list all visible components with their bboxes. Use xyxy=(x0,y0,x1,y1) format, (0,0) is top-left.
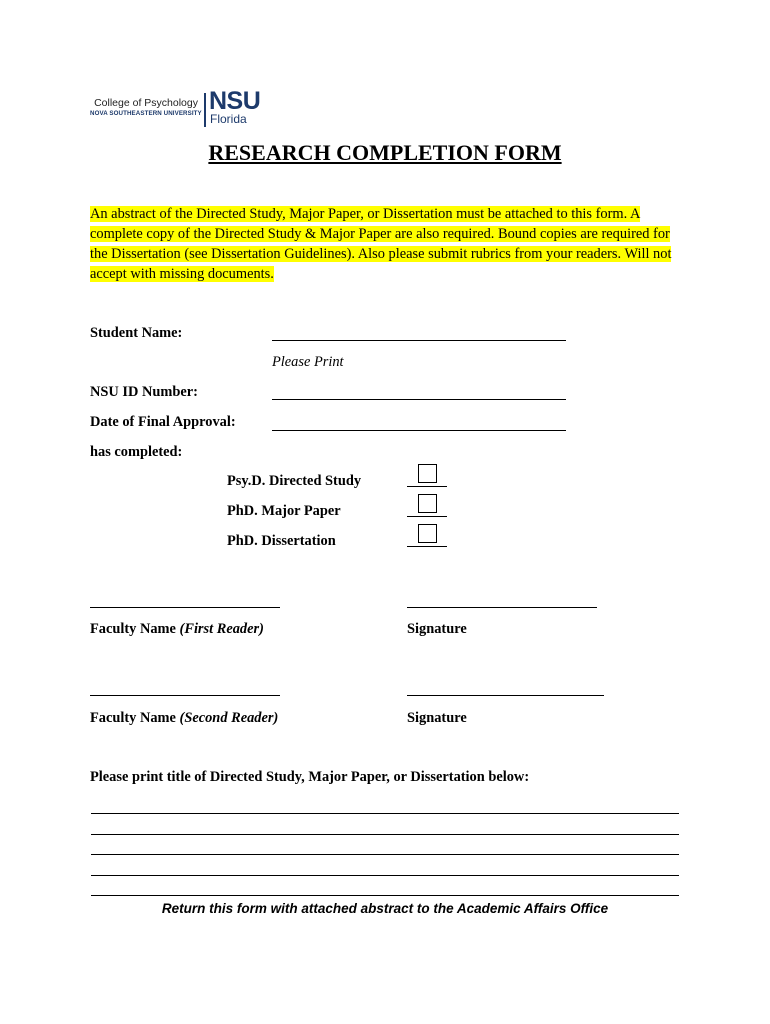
first-signature-label: Signature xyxy=(407,621,467,637)
major-paper-checkbox[interactable] xyxy=(418,494,437,513)
form-title: RESEARCH COMPLETION FORM xyxy=(208,140,562,165)
nsu-id-label: NSU ID Number: xyxy=(90,384,198,400)
title-prompt: Please print title of Directed Study, Major Paper, or Dissertation below: xyxy=(90,769,530,785)
return-instructions: Return this form with attached abstract to the Academic Affairs Office xyxy=(161,901,609,916)
nsu-logo-florida: Florida xyxy=(210,112,247,126)
title-line-3[interactable] xyxy=(91,854,679,855)
checkbox-underline xyxy=(407,486,447,487)
directed-study-checkbox[interactable] xyxy=(418,464,437,483)
has-completed-label: has completed: xyxy=(90,444,183,460)
student-name-field[interactable] xyxy=(272,340,566,341)
instructions-notice xyxy=(90,204,690,284)
title-line-1[interactable] xyxy=(91,813,679,814)
college-logo-text xyxy=(90,97,202,119)
option-directed-study-label: Psy.D. Directed Study xyxy=(227,473,362,489)
dissertation-checkbox[interactable] xyxy=(418,524,437,543)
second-signature-label: Signature xyxy=(407,710,467,726)
option-major-paper-label: PhD. Major Paper xyxy=(227,503,341,519)
please-print-note: Please Print xyxy=(272,354,344,370)
logo-divider xyxy=(204,93,206,127)
first-reader-name-field[interactable] xyxy=(90,607,280,608)
nsu-logo: NSU xyxy=(209,87,261,115)
first-reader-label: Faculty Name (First Reader) xyxy=(90,621,264,637)
title-line-5[interactable] xyxy=(91,895,679,896)
checkbox-underline xyxy=(407,546,447,547)
second-reader-label: Faculty Name (Second Reader) xyxy=(90,710,279,726)
title-line-4[interactable] xyxy=(91,875,679,876)
first-reader-signature-field[interactable] xyxy=(407,607,597,608)
final-approval-label: Date of Final Approval: xyxy=(90,414,236,430)
title-line-2[interactable] xyxy=(91,834,679,835)
option-dissertation-label: PhD. Dissertation xyxy=(227,533,336,549)
nsu-id-field[interactable] xyxy=(272,399,566,400)
instructions-text: An abstract of the Directed Study, Major Paper, or Dissertation must be attached to this form. A complete copy of the Directed Study & Major Paper are also required. Bound copies are required for the Dissertation (see Dissertation Guidelines). Also please submit rubrics from your readers. Will not accept with missing documents. xyxy=(90,206,672,282)
university-name: NOVA SOUTHEASTERN UNIVERSITY xyxy=(90,110,202,117)
student-name-label: Student Name: xyxy=(90,325,183,341)
final-approval-field[interactable] xyxy=(272,430,566,431)
checkbox-underline xyxy=(407,516,447,517)
second-reader-name-field[interactable] xyxy=(90,695,280,696)
college-name: College of Psychology xyxy=(94,97,198,109)
second-reader-signature-field[interactable] xyxy=(407,695,604,696)
